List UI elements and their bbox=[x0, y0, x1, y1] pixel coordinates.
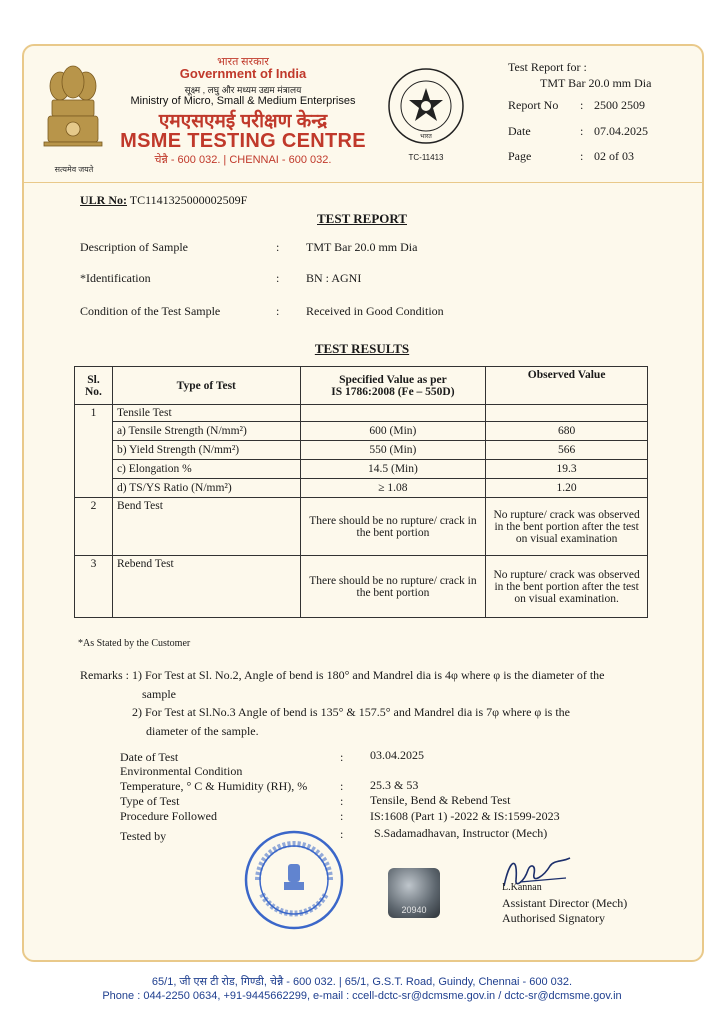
tensile-strength-obs: 680 bbox=[486, 422, 648, 441]
type-of-test-colon: : bbox=[340, 794, 344, 808]
report-page-colon: : bbox=[580, 149, 584, 163]
signatory-name: L.Kannan bbox=[502, 882, 542, 893]
official-seal-stamp-icon bbox=[242, 828, 346, 932]
table-row bbox=[75, 422, 648, 441]
header-divider bbox=[22, 182, 704, 183]
remarks-label: Remarks : bbox=[80, 668, 129, 682]
type-of-test-label: Type of Test bbox=[120, 794, 180, 808]
row3-sl: 3 bbox=[75, 556, 113, 618]
test-results-heading: TEST RESULTS bbox=[314, 341, 410, 356]
row2-sl: 2 bbox=[75, 498, 113, 556]
remark-2-line1: 2) For Test at Sl.No.3 Angle of bend is 135° & 157.5° and Mandrel dia is 7φ where φ is the bbox=[132, 705, 570, 719]
col-header-type: Type of Test bbox=[112, 367, 300, 405]
ulr-label: ULR No: bbox=[80, 193, 127, 207]
table-row bbox=[75, 479, 648, 498]
elongation-spec: 14.5 (Min) bbox=[300, 460, 486, 479]
remark-2-line2: diameter of the sample. bbox=[146, 724, 259, 738]
ministry-name: Ministry of Micro, Small & Medium Enterprises bbox=[130, 95, 356, 107]
tested-by-value: S.Sadamadhavan, Instructor (Mech) bbox=[374, 826, 548, 840]
report-page-label: Page bbox=[508, 149, 532, 163]
tc-logo-text: भारत bbox=[420, 133, 432, 140]
hologram-seal bbox=[388, 868, 440, 918]
report-date-value: 07.04.2025 bbox=[594, 124, 648, 138]
temperature-colon: : bbox=[340, 779, 344, 793]
col-header-spec-line2: IS 1786:2008 (Fe – 550D) bbox=[331, 385, 455, 398]
ts-ys-ratio-obs: 1.20 bbox=[486, 479, 648, 498]
col-header-spec-line1: Specified Value as per bbox=[339, 373, 447, 386]
condition-label: Condition of the Test Sample bbox=[80, 304, 221, 318]
ulr-line bbox=[80, 193, 247, 208]
table-row bbox=[75, 405, 648, 422]
procedure-colon: : bbox=[340, 809, 344, 823]
ts-ys-ratio-type: d) TS/YS Ratio (N/mm²) bbox=[112, 479, 300, 498]
testing-centre-logo-icon bbox=[386, 66, 466, 148]
row3-type: Rebend Test bbox=[112, 556, 300, 618]
sample-desc-label: Description of Sample bbox=[80, 240, 188, 254]
procedure-label: Procedure Followed bbox=[120, 809, 217, 823]
type-of-test-value: Tensile, Bend & Rebend Test bbox=[370, 793, 511, 807]
report-date-colon: : bbox=[580, 124, 584, 138]
row1-spec bbox=[300, 405, 486, 422]
procedure-value: IS:1608 (Part 1) -2022 & IS:1599-2023 bbox=[370, 809, 560, 823]
centre-address: चेन्नै - 600 032. | CHENNAI - 600 032. bbox=[154, 154, 332, 166]
tensile-strength-type: a) Tensile Strength (N/mm²) bbox=[112, 422, 300, 441]
row2-spec: There should be no rupture/ crack in the bent portion bbox=[300, 498, 486, 556]
tc-code: TC-11413 bbox=[408, 153, 444, 162]
gov-hindi-title: भारत सरकार bbox=[217, 56, 269, 68]
temperature-label: Temperature, ° C & Humidity (RH), % bbox=[120, 779, 308, 793]
yield-strength-spec: 550 (Min) bbox=[300, 441, 486, 460]
sample-desc-value: TMT Bar 20.0 mm Dia bbox=[306, 240, 418, 254]
row2-type: Bend Test bbox=[112, 498, 300, 556]
date-of-test-colon: : bbox=[340, 750, 344, 764]
centre-name: MSME TESTING CENTRE bbox=[120, 130, 366, 152]
ts-ys-ratio-spec: ≥ 1.08 bbox=[300, 479, 486, 498]
yield-strength-obs: 566 bbox=[486, 441, 648, 460]
row3-spec: There should be no rupture/ crack in the bent portion bbox=[300, 556, 486, 618]
elongation-obs: 19.3 bbox=[486, 460, 648, 479]
elongation-type: c) Elongation % bbox=[112, 460, 300, 479]
tested-by-colon: : bbox=[340, 827, 344, 841]
yield-strength-type: b) Yield Strength (N/mm²) bbox=[112, 441, 300, 460]
col-header-sl: Sl. No. bbox=[75, 367, 113, 405]
sample-desc-colon: : bbox=[276, 240, 280, 254]
col-header-spec bbox=[300, 367, 486, 405]
report-for-label: Test Report for : bbox=[508, 60, 587, 74]
date-of-test-label: Date of Test bbox=[120, 750, 179, 764]
footer-contact: Phone : 044-2250 0634, +91-9445662299, e-mail : ccell-dctc-sr@dcmsme.gov.in / dctc-sr@dcmsme.gov.in bbox=[102, 990, 622, 1002]
report-no-label: Report No bbox=[508, 98, 559, 112]
tested-by-label: Tested by bbox=[120, 829, 167, 843]
signatory-designation: Assistant Director (Mech) bbox=[502, 896, 628, 910]
report-no-value: 2500 2509 bbox=[594, 98, 645, 112]
col-header-observed: Observed Value bbox=[486, 367, 648, 405]
ministry-hindi: सूक्ष्म , लघु और मध्यम उद्यम मंत्रालय bbox=[184, 85, 302, 95]
identification-label: *Identification bbox=[80, 271, 151, 285]
report-page-value: 02 of 03 bbox=[594, 149, 634, 163]
report-date-label: Date bbox=[508, 124, 531, 138]
table-row bbox=[75, 556, 648, 618]
table-row bbox=[75, 498, 648, 556]
condition-value: Received in Good Condition bbox=[306, 304, 444, 318]
identification-colon: : bbox=[276, 271, 280, 285]
row1-type: Tensile Test bbox=[112, 405, 300, 422]
row3-obs: No rupture/ crack was observed in the bent portion after the test on visual examination. bbox=[486, 556, 648, 618]
test-report-heading: TEST REPORT bbox=[317, 211, 407, 226]
env-condition-label: Environmental Condition bbox=[120, 764, 243, 778]
remark-1-line2: sample bbox=[142, 687, 176, 701]
row2-obs: No rupture/ crack was observed in the bent portion after the test on visual examination bbox=[486, 498, 648, 556]
row1-obs bbox=[486, 405, 648, 422]
date-of-test-value: 03.04.2025 bbox=[370, 748, 424, 762]
report-no-colon: : bbox=[580, 98, 584, 112]
temperature-value: 25.3 & 53 bbox=[370, 778, 419, 792]
customer-note: *As Stated by the Customer bbox=[78, 638, 191, 649]
table-row bbox=[75, 460, 648, 479]
remark-1-line1: 1) For Test at Sl. No.2, Angle of bend is 180° and Mandrel dia is 4φ where φ is the diameter of the bbox=[132, 668, 605, 682]
table-header-row bbox=[75, 367, 648, 405]
test-results-table bbox=[74, 366, 648, 618]
ulr-value: TC1141325000002509F bbox=[129, 193, 248, 207]
footer-address: 65/1, जी एस टी रोड, गिण्डी, चेन्नै - 600 032. | 65/1, G.S.T. Road, Guindy, Chennai - 600 032. bbox=[151, 976, 573, 988]
gov-title: Government of India bbox=[179, 66, 307, 81]
condition-colon: : bbox=[276, 304, 280, 318]
hologram-number: 20940 bbox=[401, 905, 427, 915]
emblem-motto: सत्यमेव जयते bbox=[54, 165, 94, 174]
table-row bbox=[75, 441, 648, 460]
signatory-role: Authorised Signatory bbox=[502, 911, 605, 925]
centre-hindi-name: एमएसएमई परीक्षण केन्द्र bbox=[158, 111, 328, 132]
report-for-value: TMT Bar 20.0 mm Dia bbox=[540, 76, 652, 90]
identification-value: BN : AGNI bbox=[306, 271, 362, 285]
tensile-strength-spec: 600 (Min) bbox=[300, 422, 486, 441]
row1-sl: 1 bbox=[75, 405, 113, 498]
